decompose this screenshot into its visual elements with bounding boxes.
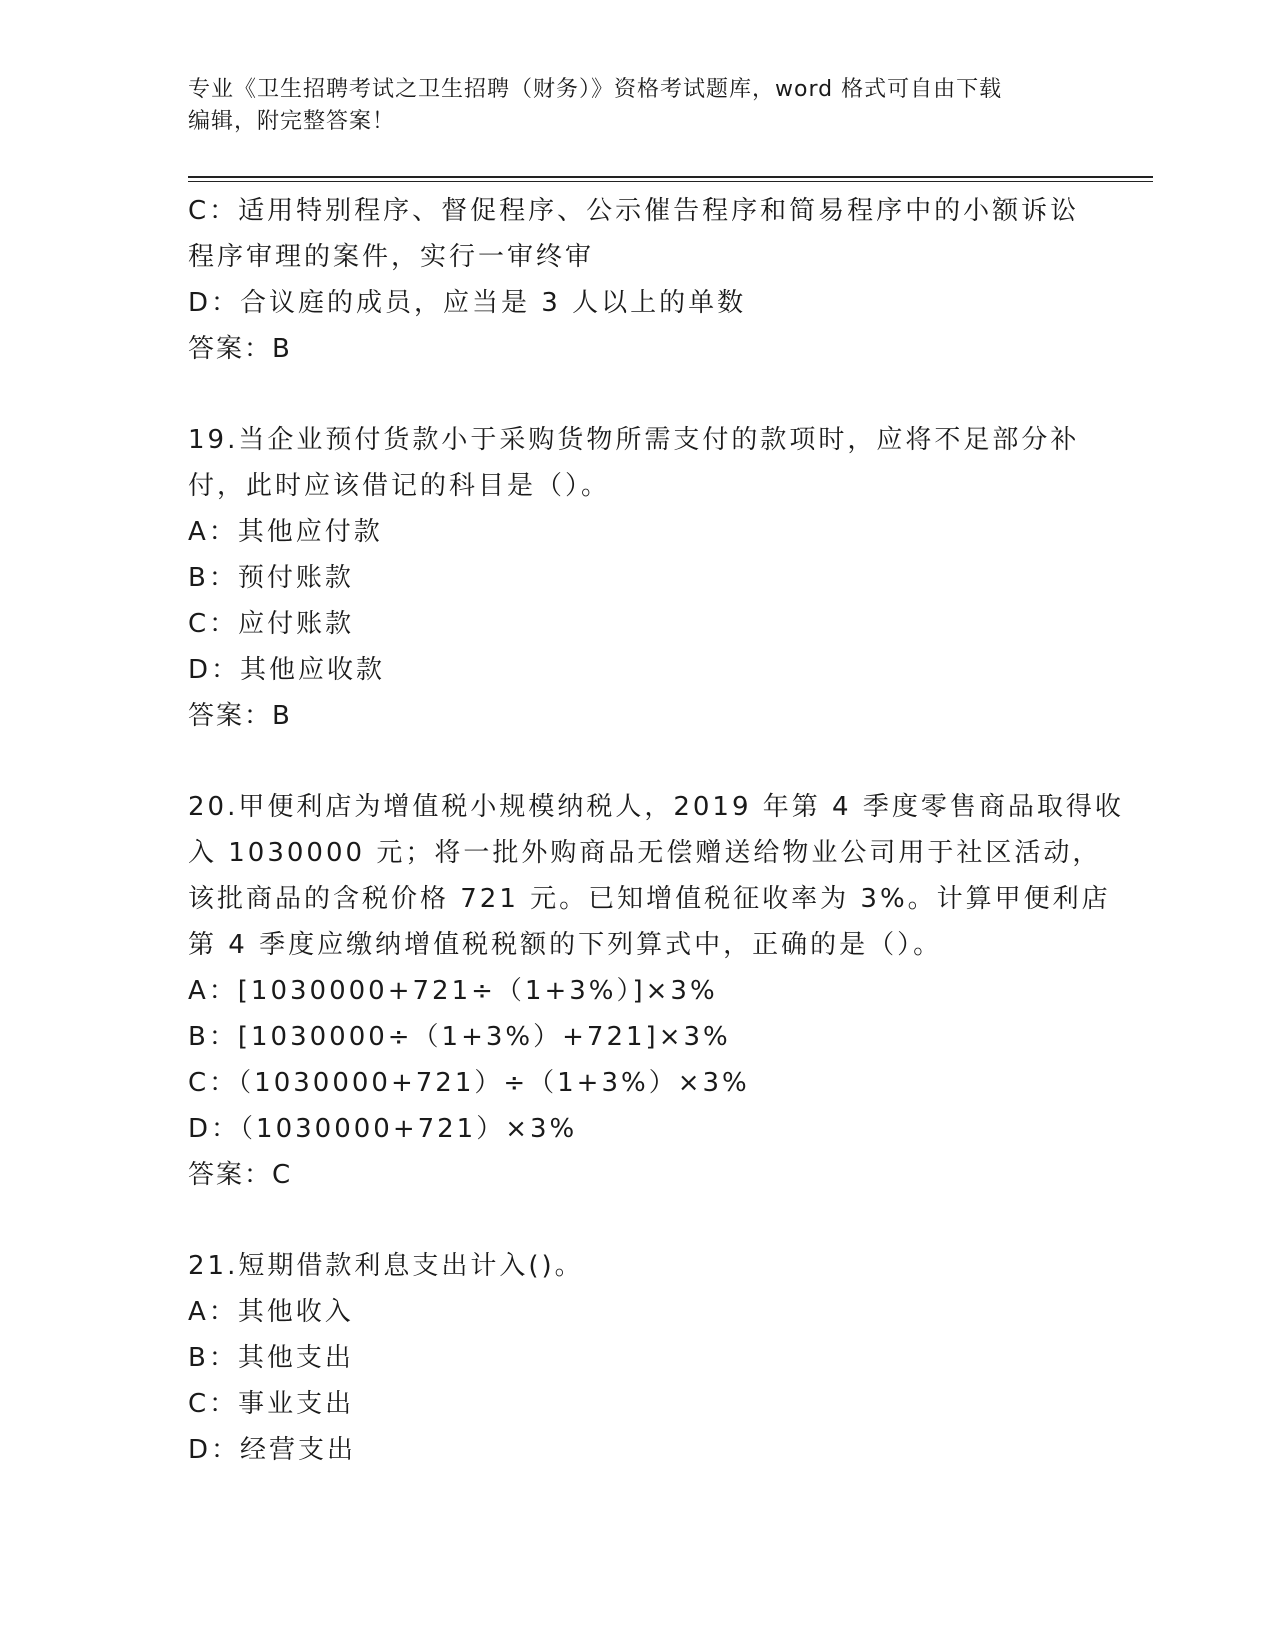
question-19	[188, 417, 1088, 739]
option-c: C：（1030000+721）÷（1+3%）×3%	[188, 1068, 750, 1098]
option-a: A：其他收入	[188, 1297, 354, 1327]
header-divider-thick	[188, 176, 1153, 178]
option-a: A：[1030000+721÷（1+3%）]×3%	[188, 976, 718, 1006]
option-c-line-2: 程序审理的案件，实行一审终审	[188, 242, 595, 272]
question-stem-line-2: 付，此时应该借记的科目是（）。	[188, 471, 611, 501]
answer-line: 答案：B	[188, 334, 292, 364]
option-d: D：经营支出	[188, 1435, 357, 1465]
option-d: D：（1030000+721）×3%	[188, 1114, 578, 1144]
option-b: B：其他支出	[188, 1343, 354, 1373]
document-header	[188, 74, 1078, 138]
question-stem-line-1: 21.短期借款利息支出计入()。	[188, 1251, 584, 1281]
question-stem-line-4: 第 4 季度应缴纳增值税税额的下列算式中，正确的是（）。	[188, 930, 943, 960]
question-18-tail	[188, 188, 1088, 372]
header-line-1: 专业《卫生招聘考试之卫生招聘（财务）》资格考试题库，word 格式可自由下载	[188, 77, 1003, 102]
option-c: C：事业支出	[188, 1389, 355, 1419]
option-d: D：合议庭的成员，应当是 3 人以上的单数	[188, 288, 747, 318]
question-21	[188, 1243, 1088, 1473]
question-stem-line-1: 20.甲便利店为增值税小规模纳税人，2019 年第 4 季度零售商品取得收	[188, 792, 1124, 822]
option-c: C：应付账款	[188, 609, 355, 639]
question-20	[188, 784, 1124, 1198]
question-content	[188, 188, 1124, 1473]
question-stem-line-1: 19.当企业预付货款小于采购货物所需支付的款项时，应将不足部分补	[188, 425, 1080, 455]
question-stem-line-3: 该批商品的含税价格 721 元。已知增值税征收率为 3%。计算甲便利店	[188, 884, 1111, 914]
option-b: B：预付账款	[188, 563, 354, 593]
header-divider-thin	[188, 181, 1153, 182]
option-b: B：[1030000÷（1+3%）+721]×3%	[188, 1022, 731, 1052]
question-stem-line-2: 入 1030000 元；将一批外购商品无偿赠送给物业公司用于社区活动，	[188, 838, 1102, 868]
option-d: D：其他应收款	[188, 655, 386, 685]
option-a: A：其他应付款	[188, 517, 383, 547]
option-c-line-1: C：适用特别程序、督促程序、公示催告程序和简易程序中的小额诉讼	[188, 196, 1080, 226]
header-line-2: 编辑，附完整答案！	[188, 109, 396, 134]
answer-line: 答案：C	[188, 1160, 293, 1190]
answer-line: 答案：B	[188, 701, 292, 731]
